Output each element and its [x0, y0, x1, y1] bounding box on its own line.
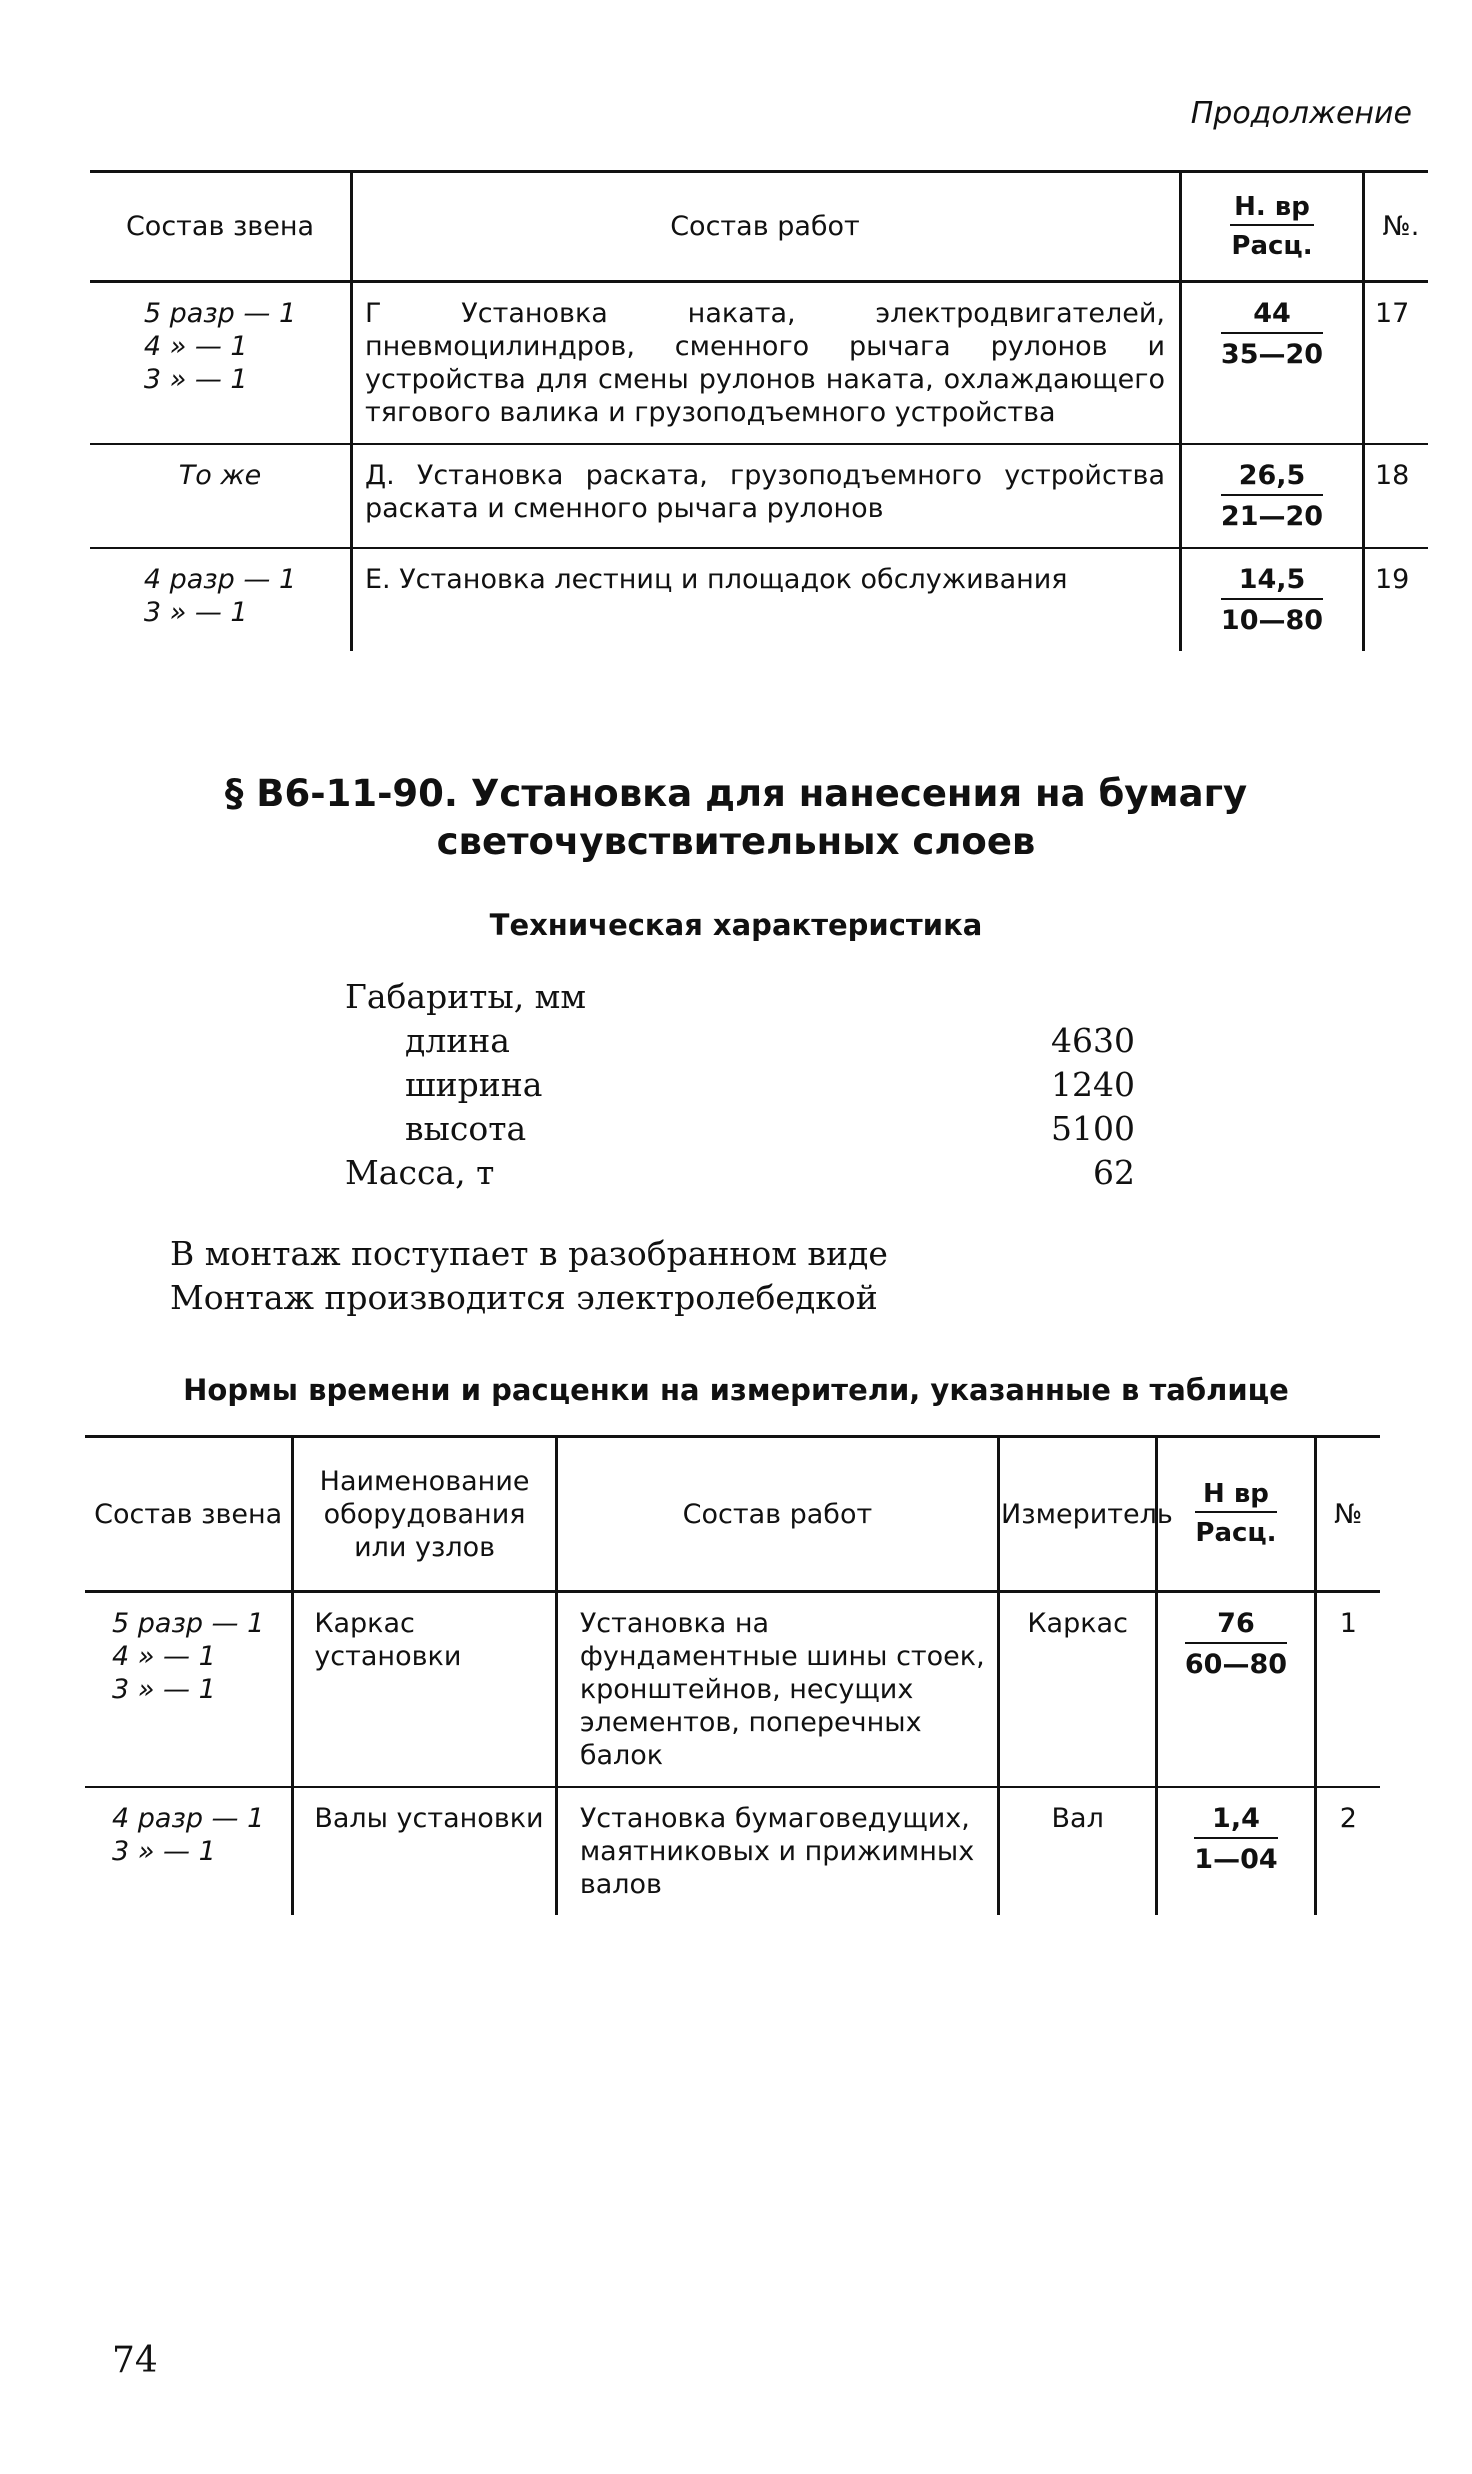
crew-cell: [85, 1592, 293, 1788]
continuation-label: Продолжение: [1190, 96, 1412, 131]
width-value: 1240: [1051, 1065, 1135, 1104]
table-row: [90, 282, 1428, 445]
table-header-row: [90, 172, 1428, 282]
rate-value: 1—04: [1194, 1844, 1278, 1875]
crew-line: 4 » — 1: [112, 1641, 216, 1672]
table-row: [90, 548, 1428, 651]
page-number: 74: [112, 2340, 158, 2381]
norm-rate-cell: [1181, 548, 1364, 651]
norm-rate-cell: [1157, 1592, 1315, 1788]
work-table-continued: [90, 170, 1428, 651]
header-work: Состав работ: [352, 172, 1181, 282]
header-rate: Расц.: [1231, 230, 1313, 261]
crew-line: 4 разр — 1: [143, 564, 297, 595]
row-number: 1: [1315, 1592, 1380, 1788]
unit-cell: Вал: [999, 1787, 1157, 1915]
header-number: №: [1315, 1437, 1380, 1592]
section-title-line2: светочувствительных слоев: [436, 820, 1036, 863]
row-number: 2: [1339, 1803, 1357, 1834]
row-number: 18: [1364, 444, 1429, 548]
table-header-row: [85, 1437, 1380, 1592]
norm-rate-cell: [1157, 1787, 1315, 1915]
norm-value: 26,5: [1221, 459, 1323, 496]
spec-row: [345, 1151, 1135, 1195]
table-row: [85, 1592, 1380, 1788]
note-line: В монтаж поступает в разобранном виде: [170, 1234, 888, 1273]
work-cell: Е. Установка лестниц и площадок обслуживания: [352, 548, 1181, 651]
norm-value: 44: [1221, 297, 1323, 334]
work-cell: Установка бумаговедущих, маятниковых и прижимных валов: [556, 1787, 998, 1915]
crew-cell: [90, 282, 352, 445]
work-cell: Д. Установка раската, грузоподъемного устройства раската и сменного рычага рулонов: [352, 444, 1181, 548]
mass-label: Масса, т: [345, 1153, 495, 1192]
section-title-line1: § В6-11-90. Установка для нанесения на бумагу: [224, 772, 1248, 815]
header-rate: Расц.: [1195, 1518, 1277, 1548]
height-label: высота: [405, 1109, 527, 1148]
crew-line: 3 » — 1: [112, 1836, 216, 1867]
header-equipment: Наименование оборудования или узлов: [293, 1437, 556, 1592]
crew-line: 3 » — 1: [143, 364, 248, 395]
table-row: [90, 444, 1428, 548]
height-value: 5100: [1051, 1109, 1135, 1148]
work-cell: Установка на фундаментные шины стоек, кронштейнов, несущих элементов, поперечных балок: [556, 1592, 998, 1788]
norm-value: 76: [1185, 1607, 1287, 1644]
norm-rate-cell: [1181, 444, 1364, 548]
spec-row: [345, 1019, 1135, 1063]
crew-line: 5 разр — 1: [143, 298, 297, 329]
section-title: [0, 770, 1472, 866]
spec-list: [345, 975, 1135, 1195]
row-number: 17: [1364, 282, 1429, 445]
header-work: Состав работ: [556, 1437, 998, 1592]
norm-value: 14,5: [1221, 563, 1323, 600]
norm-rate-cell: [1181, 282, 1364, 445]
header-norm: Н. вр: [1230, 191, 1314, 226]
equipment-cell: Валы установки: [293, 1787, 556, 1915]
header-norm-rate: [1157, 1437, 1315, 1592]
rate-value: 21—20: [1220, 501, 1324, 532]
crew-line: 3 » — 1: [143, 597, 248, 628]
tech-heading: Техническая характеристика: [489, 908, 983, 942]
width-label: ширина: [405, 1065, 543, 1104]
length-value: 4630: [1051, 1021, 1135, 1060]
spec-row: [345, 975, 1135, 1019]
header-norm-rate: [1181, 172, 1364, 282]
mass-value: 62: [1093, 1153, 1135, 1192]
rate-value: 35—20: [1220, 339, 1324, 370]
header-unit: Измеритель: [999, 1437, 1157, 1592]
rate-value: 10—80: [1220, 605, 1324, 636]
unit-cell: Каркас: [999, 1592, 1157, 1788]
header-crew: Состав звена: [90, 172, 352, 282]
table-row: [85, 1787, 1380, 1915]
crew-line: 4 » — 1: [143, 331, 248, 362]
spec-row: [345, 1107, 1135, 1151]
assembly-notes: [170, 1232, 888, 1320]
norm-value: 1,4: [1194, 1802, 1277, 1839]
crew-line: 5 разр — 1: [112, 1608, 265, 1639]
rate-value: 60—80: [1184, 1649, 1288, 1680]
crew-line: То же: [178, 460, 262, 491]
dims-label: Габариты, мм: [345, 977, 587, 1016]
crew-cell: [90, 444, 352, 548]
equipment-cell: Каркас установки: [293, 1592, 556, 1788]
crew-line: 4 разр — 1: [112, 1803, 265, 1834]
crew-cell: [90, 548, 352, 651]
header-number: №.: [1364, 172, 1429, 282]
spec-row: [345, 1063, 1135, 1107]
crew-cell: [85, 1787, 293, 1915]
crew-line: 3 » — 1: [112, 1674, 216, 1705]
length-label: длина: [405, 1021, 510, 1060]
header-crew: Состав звена: [85, 1437, 293, 1592]
norms-heading: Нормы времени и расценки на измерители, указанные в таблице: [183, 1373, 1289, 1407]
header-norm: Н вр: [1195, 1478, 1276, 1513]
note-line: Монтаж производится электролебедкой: [170, 1278, 878, 1317]
work-cell: Г Установка наката, электродвигателей, пневмоцилиндров, сменного рычага рулонов и устройства для смены рулонов наката, охлаждающего тягового валика и грузоподъемного устройства: [352, 282, 1181, 445]
norms-table: [85, 1435, 1380, 1915]
row-number: 19: [1375, 564, 1410, 595]
